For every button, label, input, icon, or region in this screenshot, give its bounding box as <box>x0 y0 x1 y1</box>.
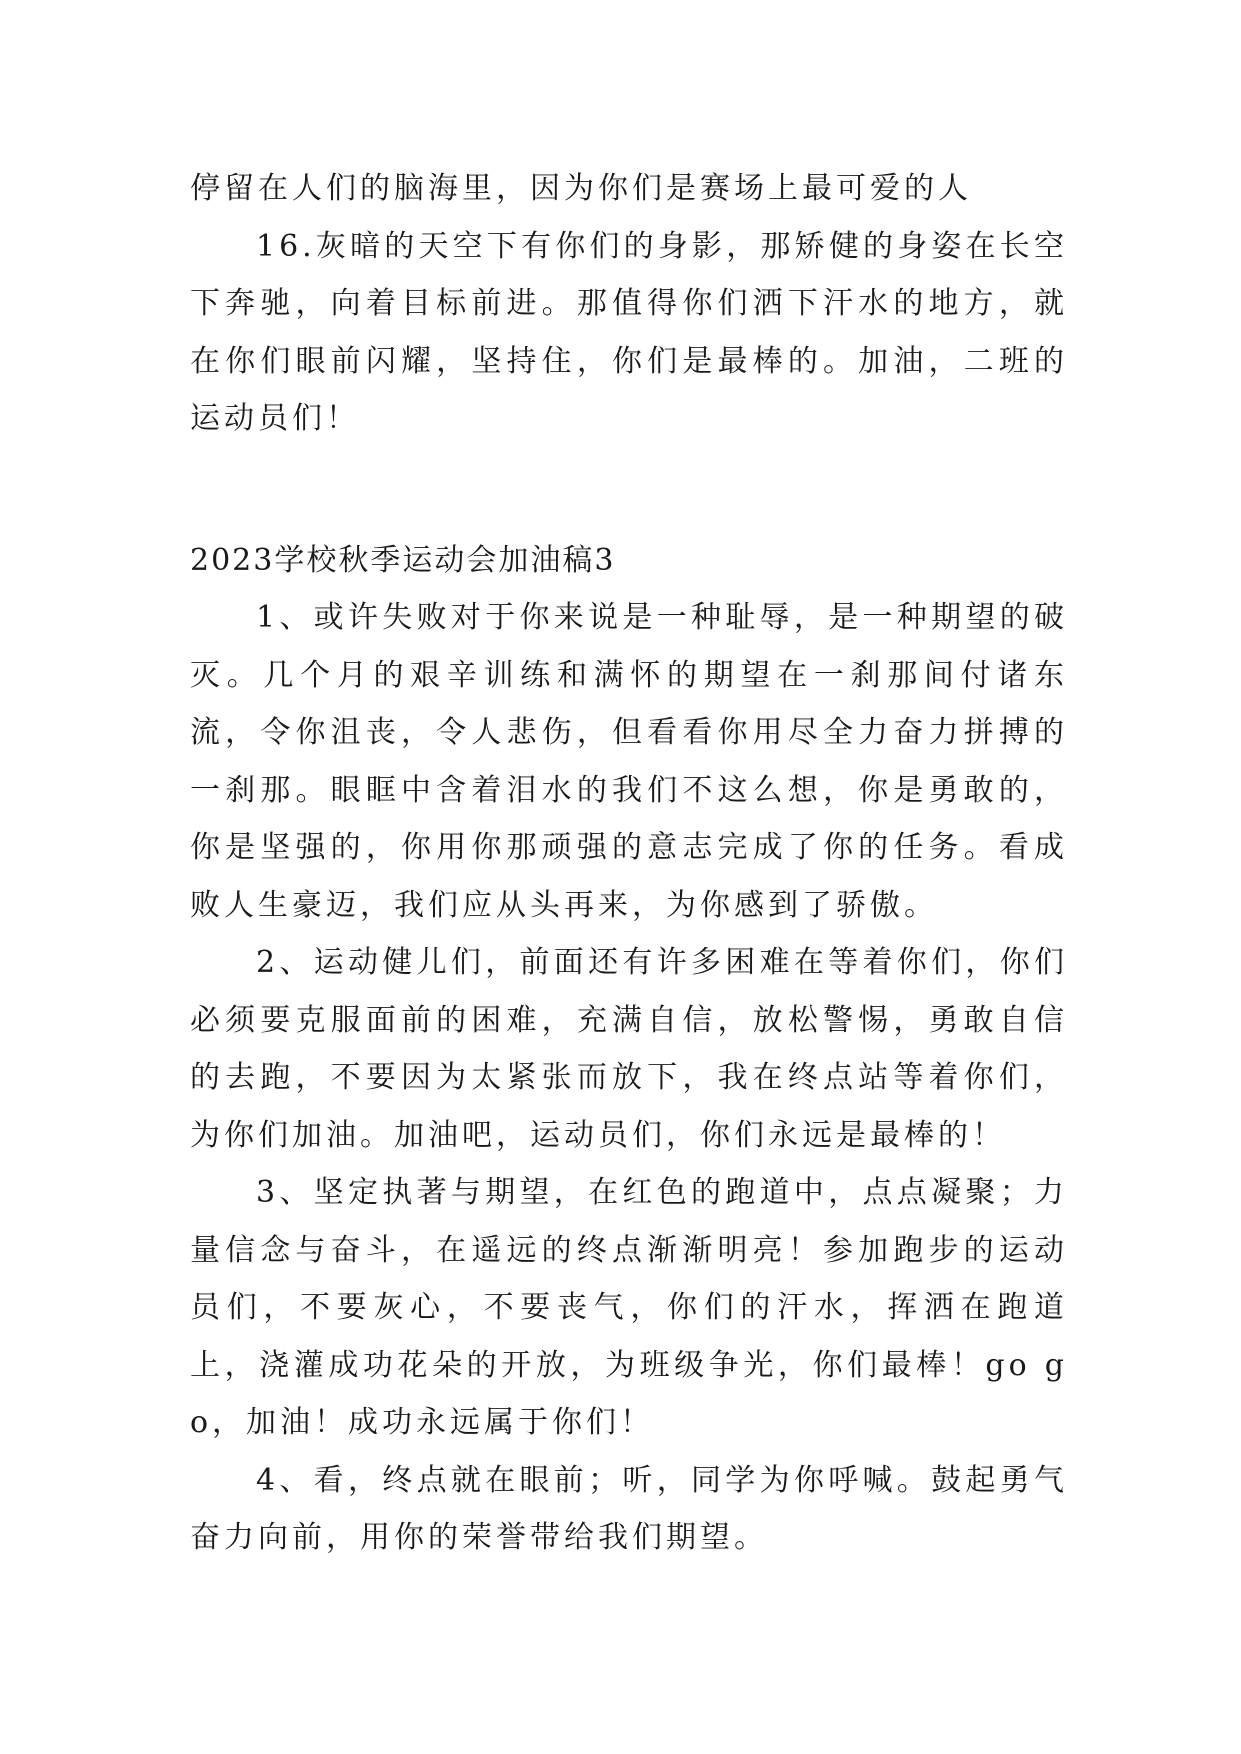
paragraph-item-3: 3、坚定执著与期望，在红色的跑道中，点点凝聚；力量信念与奋斗，在遥远的终点渐渐明亮！参加跑步的运动员们，不要灰心，不要丧气，你们的汗水，挥洒在跑道上，浇灌成功花朵的开放，为班级争光，你们最棒！go go，加油！成功永远属于你们！ <box>190 1175 1068 1440</box>
section-spacer <box>190 448 1068 532</box>
paragraph-item-2: 2、运动健儿们，前面还有许多困难在等着你们，你们必须要克服面前的困难，充满自信，放松警惕，勇敢自信的去跑，不要因为太紧张而放下，我在终点站等着你们，为你们加油。加油吧，运动员们，你们永远是最棒的！ <box>190 945 1068 1153</box>
paragraph-item-1: 1、或许失败对于你来说是一种耻辱，是一种期望的破灭。几个月的艰辛训练和满怀的期望在一刹那间付诸东流，令你沮丧，令人悲伤，但看看你用尽全力奋力拼搏的一刹那。眼眶中含着泪水的我们不这么想，你是勇敢的，你是坚强的，你用你那顽强的意志完成了你的任务。看成败人生豪迈，我们应从头再来，为你感到了骄傲。 <box>190 600 1068 923</box>
paragraph-16: 16.灰暗的天空下有你们的身影，那矫健的身姿在长空下奔驰，向着目标前进。那值得你们洒下汗水的地方，就在你们眼前闪耀，坚持住，你们是最棒的。加油，二班的运动员们！ <box>190 228 1068 436</box>
paragraph-item-4: 4、看，终点就在眼前；听，同学为你呼喊。鼓起勇气奋力向前，用你的荣誉带给我们期望。 <box>190 1462 1068 1555</box>
continuation-paragraph: 停留在人们的脑海里，因为你们是赛场上最可爱的人 <box>190 171 972 206</box>
document-page <box>190 160 1068 1567</box>
section-title: 2023学校秋季运动会加油稿3 <box>190 542 616 578</box>
